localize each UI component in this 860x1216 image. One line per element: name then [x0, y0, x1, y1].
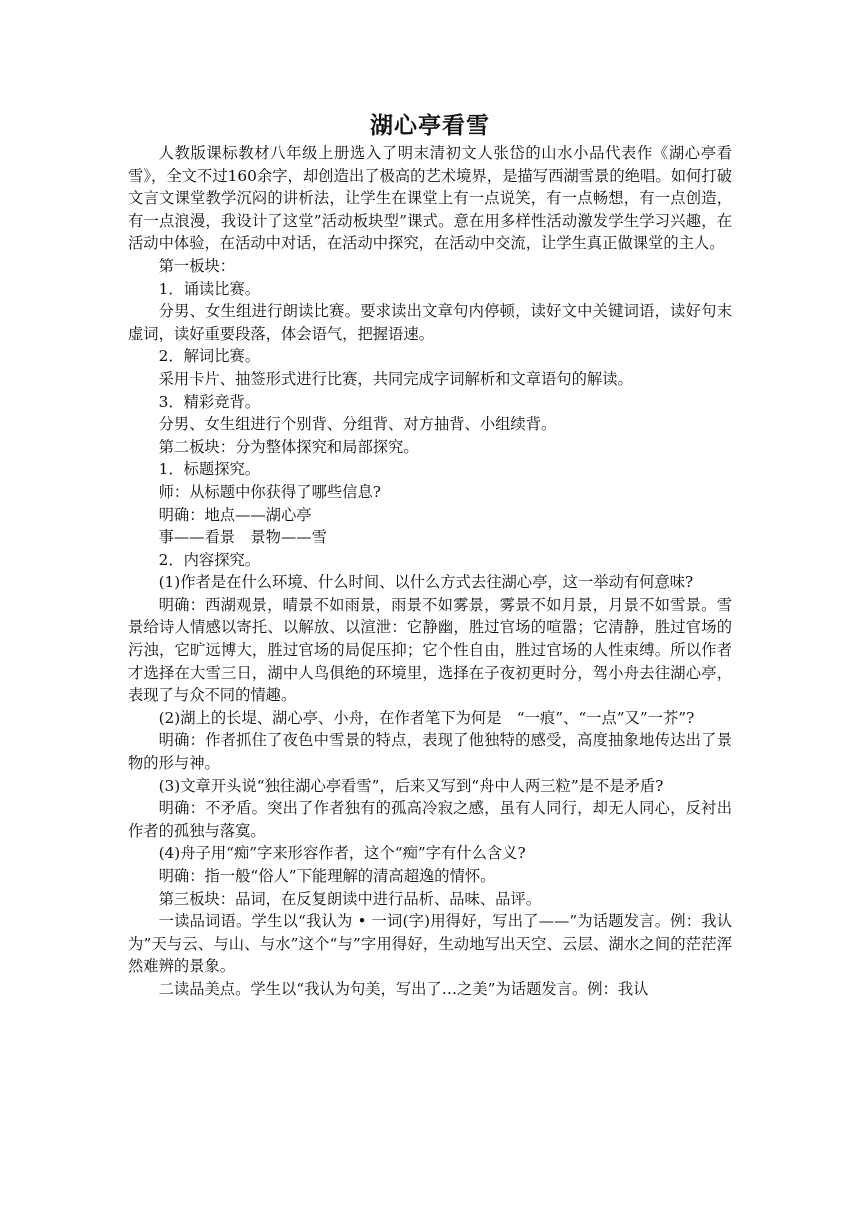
paragraph: 人教版课标教材八年级上册选入了明末清初文人张岱的山水小品代表作《湖心亭看雪》，全文不过160余字，却创造出了极高的艺术境界，是描写西湖雪景的绝唱。如何打破文言文课堂教学沉闷的讲析法，让学生在课堂上有一点说笑，有一点畅想，有一点创造，有一点浪漫，我设计了这堂”活动板块型”课式。意在用多样性活动激发学生学习兴趣，在活动中体验，在活动中对话，在活动中探究，在活动中交流，让学生真正做课堂的主人。	[128, 144, 732, 253]
paragraph: 采用卡片、抽签形式进行比赛，共同完成字词解析和文章语句的解读。	[158, 369, 633, 388]
paragraph: 1．诵读比赛。	[158, 279, 261, 298]
paragraph: 2．解词比赛。	[158, 347, 261, 366]
paragraph: 明确：作者抓住了夜色中雪景的特点，表现了他独特的感受，高度抽象地传达出了景物的形与神。	[128, 731, 732, 773]
paragraph: 1．标题探究。	[158, 460, 261, 479]
paragraph: 明确：西湖观景，晴景不如雨景，雨景不如雾景，雾景不如月景，月景不如雪景。雪景给诗人情感以寄托、以解放、以渲泄：它静幽，胜过官场的喧嚣；它清静，胜过官场的污浊，它旷远博大，胜过官场的局促压抑；它个性自由，胜过官场的人性束缚。所以作者才选择在大雪三日，湖中人鸟俱绝的环境里，选择在子夜初更时分，驾小舟去往湖心亭，表现了与众不同的情趣。	[128, 595, 732, 705]
paragraph: (3)文章开头说“独往湖心亭看雪”，后来又写到“舟中人两三粒”是不是矛盾?	[158, 776, 664, 795]
paragraph: (4)舟子用“痴”字来形容作者，这个“痴”字有什么含义?	[158, 844, 526, 863]
document-page	[128, 110, 732, 1001]
paragraph: 明确：指一般“俗人”下能理解的清高超逸的情怀。	[158, 867, 496, 885]
paragraph: 分男、女生组进行个别背、分组背、对方抽背、小组续背。	[158, 415, 557, 434]
paragraph: (2)湖上的长堤、湖心亭、小舟，在作者笔下为何是 “一痕”、“一点”又”一芥”?	[158, 708, 695, 727]
paragraph: (1)作者是在什么环境、什么时间、以什么方式去往湖心亭，这一举动有何意味?	[158, 573, 694, 592]
paragraph: 事——看景 景物——雪	[158, 528, 327, 547]
paragraph: 第一板块：	[158, 256, 236, 275]
paragraph: 二读品美点。学生以“我认为句美，写出了…之美”为话题发言。例：我认	[158, 979, 649, 998]
paragraph: 一读品词语。学生以“我认为 • 一词(字)用得好，写出了——”为话题发言。例：我认为”天与云、与山、与水”这个“与”字用得好，生动地写出天空、云层、湖水之间的茫茫浑然难辨的景象。	[128, 912, 732, 976]
paragraph: 明确：不矛盾。突出了作者独有的孤高冷寂之感，虽有人同行，却无人同心，反衬出作者的孤独与落寞。	[128, 799, 732, 840]
paragraph: 分男、女生组进行朗读比赛。要求读出文章句内停顿，读好文中关键词语，读好句末虚词，读好重要段落，体会语气，把握语速。	[128, 302, 732, 343]
paragraph: 明确：地点——湖心亭	[158, 505, 312, 524]
paragraph: 2．内容探究。	[158, 550, 261, 569]
paragraph: 第三板块：品词，在反复朗读中进行品析、品味、品评。	[158, 889, 542, 908]
document-title: 湖心亭看雪	[370, 113, 490, 139]
paragraph: 师：从标题中你获得了哪些信息?	[158, 482, 381, 501]
paragraph: 3．精彩竞背。	[158, 392, 261, 411]
paragraph: 第二板块：分为整体探究和局部探究。	[158, 437, 419, 456]
